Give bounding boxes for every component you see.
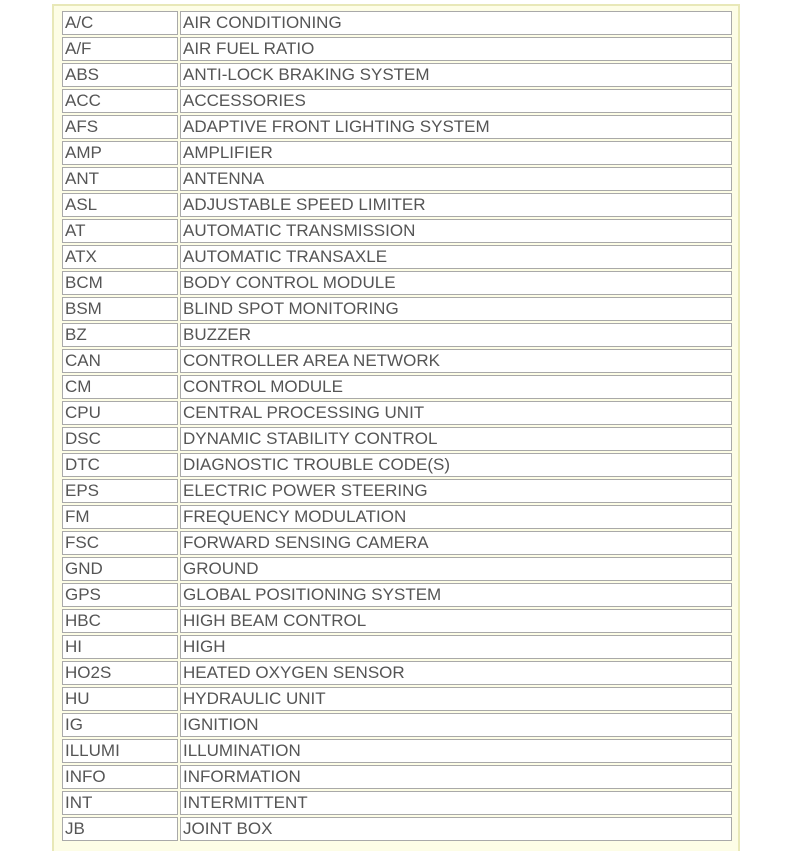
abbreviation-code: FSC xyxy=(62,531,178,555)
table-row xyxy=(62,791,732,815)
abbreviation-meaning: DYNAMIC STABILITY CONTROL xyxy=(180,427,732,451)
table-row xyxy=(62,37,732,61)
abbreviation-meaning: GROUND xyxy=(180,557,732,581)
abbreviation-code: AT xyxy=(62,219,178,243)
abbreviation-meaning: CONTROLLER AREA NETWORK xyxy=(180,349,732,373)
abbreviation-code: A/F xyxy=(62,37,178,61)
table-row xyxy=(62,687,732,711)
table-row xyxy=(62,479,732,503)
abbreviation-meaning: ANTENNA xyxy=(180,167,732,191)
abbreviation-meaning: BLIND SPOT MONITORING xyxy=(180,297,732,321)
abbreviation-table xyxy=(60,9,734,843)
abbreviation-meaning: BUZZER xyxy=(180,323,732,347)
abbreviation-code: AMP xyxy=(62,141,178,165)
table-row xyxy=(62,323,732,347)
abbreviation-code: GPS xyxy=(62,583,178,607)
table-row xyxy=(62,713,732,737)
table-row xyxy=(62,765,732,789)
abbreviation-code: ASL xyxy=(62,193,178,217)
abbreviation-code: A/C xyxy=(62,11,178,35)
table-row xyxy=(62,141,732,165)
abbreviation-table-body xyxy=(62,11,732,841)
abbreviation-meaning: ANTI-LOCK BRAKING SYSTEM xyxy=(180,63,732,87)
abbreviation-code: HI xyxy=(62,635,178,659)
abbreviation-meaning: JOINT BOX xyxy=(180,817,732,841)
abbreviation-meaning: CONTROL MODULE xyxy=(180,375,732,399)
table-row xyxy=(62,401,732,425)
table-row xyxy=(62,115,732,139)
abbreviation-meaning: AIR CONDITIONING xyxy=(180,11,732,35)
abbreviation-meaning: ADJUSTABLE SPEED LIMITER xyxy=(180,193,732,217)
abbreviation-code: DSC xyxy=(62,427,178,451)
abbreviation-code: GND xyxy=(62,557,178,581)
abbreviation-code: ANT xyxy=(62,167,178,191)
abbreviation-code: DTC xyxy=(62,453,178,477)
abbreviation-meaning: AUTOMATIC TRANSMISSION xyxy=(180,219,732,243)
abbreviation-meaning: INTERMITTENT xyxy=(180,791,732,815)
table-row xyxy=(62,297,732,321)
abbreviation-code: INFO xyxy=(62,765,178,789)
abbreviation-meaning: AUTOMATIC TRANSAXLE xyxy=(180,245,732,269)
abbreviation-panel xyxy=(52,4,740,851)
abbreviation-meaning: ILLUMINATION xyxy=(180,739,732,763)
abbreviation-meaning: HIGH BEAM CONTROL xyxy=(180,609,732,633)
abbreviation-meaning: HYDRAULIC UNIT xyxy=(180,687,732,711)
table-row xyxy=(62,557,732,581)
table-row xyxy=(62,245,732,269)
abbreviation-code: CAN xyxy=(62,349,178,373)
abbreviation-meaning: HEATED OXYGEN SENSOR xyxy=(180,661,732,685)
abbreviation-meaning: AIR FUEL RATIO xyxy=(180,37,732,61)
abbreviation-meaning: DIAGNOSTIC TROUBLE CODE(S) xyxy=(180,453,732,477)
table-row xyxy=(62,271,732,295)
table-row xyxy=(62,583,732,607)
abbreviation-meaning: HIGH xyxy=(180,635,732,659)
abbreviation-code: AFS xyxy=(62,115,178,139)
table-row xyxy=(62,89,732,113)
table-row xyxy=(62,817,732,841)
abbreviation-code: EPS xyxy=(62,479,178,503)
table-row xyxy=(62,453,732,477)
abbreviation-meaning: GLOBAL POSITIONING SYSTEM xyxy=(180,583,732,607)
abbreviation-code: HU xyxy=(62,687,178,711)
abbreviation-meaning: CENTRAL PROCESSING UNIT xyxy=(180,401,732,425)
table-row xyxy=(62,375,732,399)
table-row xyxy=(62,739,732,763)
abbreviation-code: ABS xyxy=(62,63,178,87)
abbreviation-meaning: FREQUENCY MODULATION xyxy=(180,505,732,529)
abbreviation-meaning: ACCESSORIES xyxy=(180,89,732,113)
abbreviation-code: ACC xyxy=(62,89,178,113)
abbreviation-meaning: FORWARD SENSING CAMERA xyxy=(180,531,732,555)
abbreviation-code: INT xyxy=(62,791,178,815)
abbreviation-code: CPU xyxy=(62,401,178,425)
abbreviation-meaning: IGNITION xyxy=(180,713,732,737)
abbreviation-code: JB xyxy=(62,817,178,841)
abbreviation-code: BCM xyxy=(62,271,178,295)
table-row xyxy=(62,193,732,217)
table-row xyxy=(62,635,732,659)
abbreviation-meaning: INFORMATION xyxy=(180,765,732,789)
table-row xyxy=(62,349,732,373)
table-row xyxy=(62,661,732,685)
table-row xyxy=(62,167,732,191)
abbreviation-code: HO2S xyxy=(62,661,178,685)
abbreviation-code: IG xyxy=(62,713,178,737)
table-row xyxy=(62,63,732,87)
abbreviation-meaning: BODY CONTROL MODULE xyxy=(180,271,732,295)
abbreviation-code: FM xyxy=(62,505,178,529)
abbreviation-code: BZ xyxy=(62,323,178,347)
abbreviation-code: CM xyxy=(62,375,178,399)
table-row xyxy=(62,609,732,633)
abbreviation-code: HBC xyxy=(62,609,178,633)
abbreviation-meaning: ELECTRIC POWER STEERING xyxy=(180,479,732,503)
table-row xyxy=(62,219,732,243)
table-row xyxy=(62,11,732,35)
abbreviation-meaning: AMPLIFIER xyxy=(180,141,732,165)
table-row xyxy=(62,505,732,529)
table-row xyxy=(62,427,732,451)
abbreviation-code: ILLUMI xyxy=(62,739,178,763)
abbreviation-meaning: ADAPTIVE FRONT LIGHTING SYSTEM xyxy=(180,115,732,139)
abbreviation-code: BSM xyxy=(62,297,178,321)
abbreviation-code: ATX xyxy=(62,245,178,269)
table-row xyxy=(62,531,732,555)
